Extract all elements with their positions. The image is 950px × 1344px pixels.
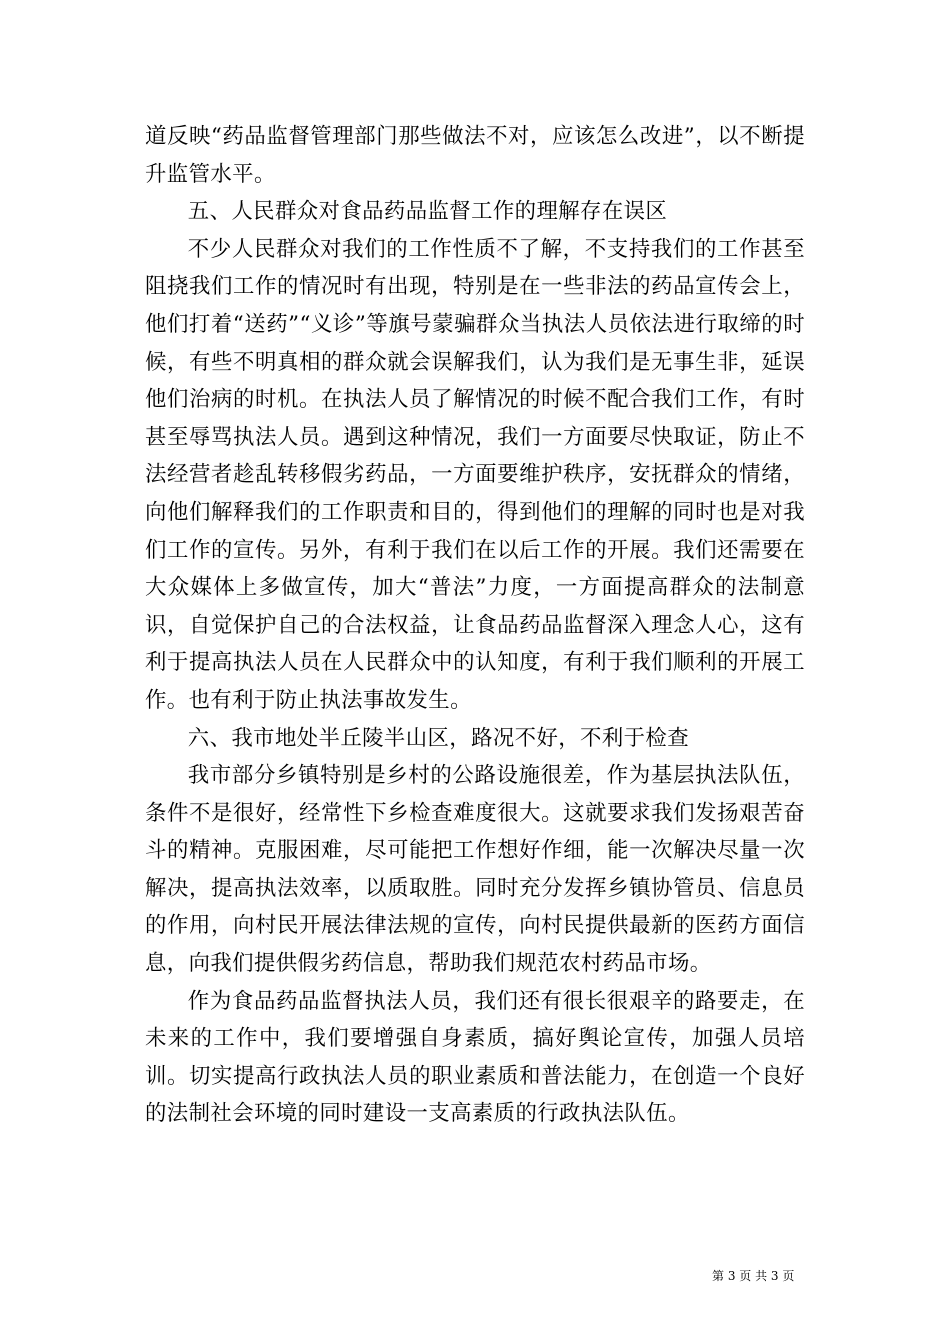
section-heading-five: 五、人民群众对食品药品监督工作的理解存在误区 xyxy=(187,199,668,225)
page-number-footer: 第 3 页 共 3 页 xyxy=(712,1269,795,1283)
section-heading-six: 六、我市地处半丘陵半山区，路况不好，不利于检查 xyxy=(187,725,689,751)
paragraph-conclusion: 作为食品药品监督执法人员，我们还有很长很艰辛的路要走，在未来的工作中，我们要增强自身素质，搞好舆论宣传，加强人员培训。切实提高行政执法人员的职业素质和普法能力，在创造一个良好的法制社会环境的同时建设一支高素质的行政执法队伍。 xyxy=(145,988,805,1127)
paragraph-continuation: 道反映“药品监督管理部门那些做法不对，应该怎么改进”，以不断提升监管水平。 xyxy=(145,124,805,187)
paragraph-public-misunderstanding: 不少人民群众对我们的工作性质不了解，不支持我们的工作甚至阻挠我们工作的情况时有出现，特别是在一些非法的药品宣传会上，他们打着“送药”“义诊”等旗号蒙骗群众当执法人员依法进行取缔的时候，有些不明真相的群众就会误解我们，认为我们是无事生非，延误他们治病的时机。在执法人员了解情况的时候不配合我们工作，有时甚至辱骂执法人员。遇到这种情况，我们一方面要尽快取证，防止不法经营者趁乱转移假劣药品，一方面要维护秩序，安抚群众的情绪，向他们解释我们的工作职责和目的，得到他们的理解的同时也是对我们工作的宣传。另外，有利于我们在以后工作的开展。我们还需要在大众媒体上多做宣传，加大“普法”力度，一方面提高群众的法制意识，自觉保护自己的合法权益，让食品药品监督深入理念人心，这有利于提高执法人员在人民群众中的认知度，有利于我们顺利的开展工作。也有利于防止执法事故发生。 xyxy=(145,236,805,713)
paragraph-road-conditions: 我市部分乡镇特别是乡村的公路设施很差，作为基层执法队伍，条件不是很好，经常性下乡检查难度很大。这就要求我们发扬艰苦奋斗的精神。克服困难，尽可能把工作想好作细，能一次解决尽量一次解决，提高执法效率，以质取胜。同时充分发挥乡镇协管员、信息员的作用，向村民开展法律法规的宣传，向村民提供最新的医药方面信息，向我们提供假劣药信息，帮助我们规范农村药品市场。 xyxy=(145,763,805,977)
document-body xyxy=(145,118,805,1133)
